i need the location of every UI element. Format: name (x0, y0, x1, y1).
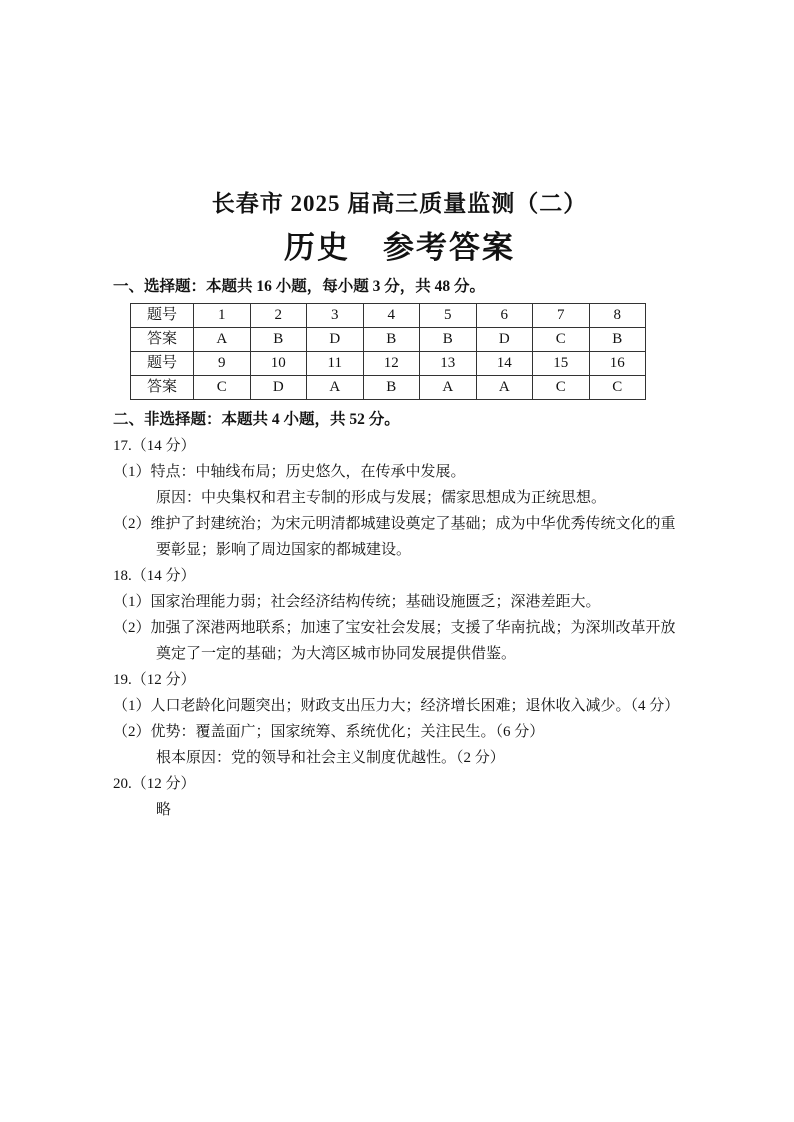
table-cell: D (476, 328, 533, 352)
answer-line: （2）优势：覆盖面广；国家统筹、系统优化；关注民生。（6 分） (113, 724, 545, 740)
table-cell: C (533, 376, 590, 400)
table-cell: A (307, 376, 364, 400)
table-cell: C (194, 376, 251, 400)
free-section-heading: 二、非选择题：本题共 4 小题，共 52 分。 (113, 411, 400, 428)
doc-title: 长春市 2025 届高三质量监测（二） (211, 191, 588, 216)
table-cell: B (420, 328, 477, 352)
table-cell: 16 (589, 352, 646, 376)
answer-line: 略 (156, 802, 172, 818)
table-cell: 答案 (131, 376, 194, 400)
table-cell: 答案 (131, 328, 194, 352)
table-cell: A (194, 328, 251, 352)
table-row-question-numbers-9-16 (131, 352, 646, 376)
table-cell: 13 (420, 352, 477, 376)
table-cell: 2 (250, 304, 307, 328)
table-cell: B (250, 328, 307, 352)
question-18-block (113, 563, 686, 667)
answer-line: （1）人口老龄化问题突出；财政支出压力大；经济增长困难；退休收入减少。（4 分） (113, 698, 680, 714)
table-cell: A (420, 376, 477, 400)
table-cell: 6 (476, 304, 533, 328)
table-cell: B (363, 376, 420, 400)
table-row-question-numbers-1-8 (131, 304, 646, 328)
table-row-answers-9-16 (131, 376, 646, 400)
table-cell: 3 (307, 304, 364, 328)
table-cell: B (589, 328, 646, 352)
table-cell: A (476, 376, 533, 400)
table-cell: 15 (533, 352, 590, 376)
answer-line: （2）加强了深港两地联系；加速了宝安社会发展；支援了华南抗战；为深圳改革开放奠定了一定的基础；为大湾区城市协同发展提供借鉴。 (113, 620, 676, 662)
question-number: 17.（14 分） (113, 438, 196, 454)
question-17-block (113, 433, 686, 563)
answer-line: 根本原因：党的领导和社会主义制度优越性。（2 分） (156, 750, 505, 766)
table-cell: D (307, 328, 364, 352)
table-cell: 题号 (131, 304, 194, 328)
table-cell: B (363, 328, 420, 352)
table-cell: 题号 (131, 352, 194, 376)
table-cell: 8 (589, 304, 646, 328)
answer-line: （1）特点：中轴线布局；历史悠久，在传承中发展。 (113, 464, 466, 480)
table-cell: 10 (250, 352, 307, 376)
answer-table (130, 303, 646, 400)
table-row-answers-1-8 (131, 328, 646, 352)
table-cell: 11 (307, 352, 364, 376)
question-19-block (113, 667, 686, 771)
doc-subtitle: 历史 参考答案 (284, 230, 515, 265)
table-cell: D (250, 376, 307, 400)
table-cell: 14 (476, 352, 533, 376)
question-number: 20.（12 分） (113, 776, 196, 792)
question-number: 18.（14 分） (113, 568, 196, 584)
answer-line: （1）国家治理能力弱；社会经济结构传统；基础设施匮乏；深港差距大。 (113, 594, 601, 610)
table-cell: C (589, 376, 646, 400)
free-response-answers (113, 433, 686, 823)
table-cell: 7 (533, 304, 590, 328)
table-cell: 9 (194, 352, 251, 376)
question-20-block (113, 771, 686, 823)
table-cell: 5 (420, 304, 477, 328)
question-number: 19.（12 分） (113, 672, 196, 688)
answer-line: （2）维护了封建统治；为宋元明清都城建设奠定了基础；成为中华优秀传统文化的重要彰显；影响了周边国家的都城建设。 (113, 516, 676, 558)
table-cell: 12 (363, 352, 420, 376)
choice-section-heading: 一、选择题：本题共 16 小题，每小题 3 分，共 48 分。 (113, 278, 486, 295)
table-cell: C (533, 328, 590, 352)
table-cell: 1 (194, 304, 251, 328)
answer-line: 原因：中央集权和君主专制的形成与发展；儒家思想成为正统思想。 (156, 490, 607, 506)
table-cell: 4 (363, 304, 420, 328)
